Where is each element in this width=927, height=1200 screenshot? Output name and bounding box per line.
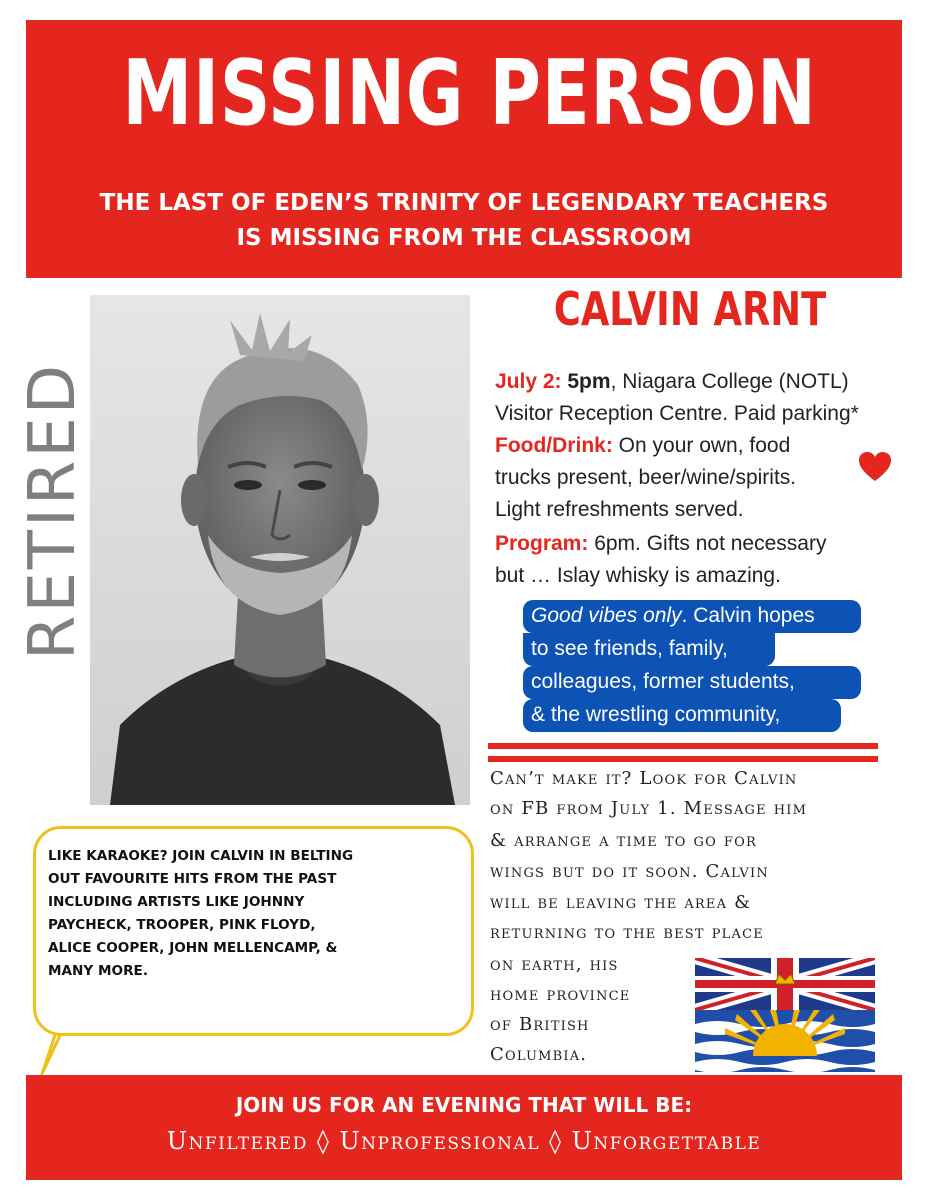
retired-label: RETIRED — [16, 361, 90, 660]
vibes-line-4: & the wrestling community, — [523, 699, 841, 732]
location-line-2: Visitor Reception Centre. Paid parking* — [495, 402, 859, 425]
date-line — [495, 370, 849, 394]
date-label: July 2: — [495, 370, 562, 393]
divider-stripe-bottom — [488, 756, 878, 762]
portrait-photo — [90, 295, 470, 805]
karaoke-line-5: ALICE COOPER, JOHN MELLENCAMP, & — [48, 940, 338, 956]
cant-make-it-line-1: Can’t make it? Look for Calvin — [490, 768, 798, 789]
footer-heading: JOIN US FOR AN EVENING THAT WILL BE: — [235, 1093, 693, 1117]
program-label: Program: — [495, 532, 589, 555]
cant-make-it-line-4: wings but do it soon. Calvin — [490, 861, 769, 882]
karaoke-line-1: LIKE KARAOKE? JOIN CALVIN IN BELTING — [48, 848, 354, 864]
divider-stripe-top — [488, 743, 878, 749]
program-text-1: 6pm. Gifts not necessary — [588, 532, 827, 555]
karaoke-line-2: OUT FAVOURITE HITS FROM THE PAST — [48, 871, 337, 887]
cant-make-it-line-10: Columbia. — [490, 1044, 588, 1065]
food-label: Food/Drink: — [495, 434, 613, 457]
food-line-1 — [495, 434, 790, 458]
vibes-line-3: colleagues, former students, — [523, 666, 861, 699]
poster-title: MISSING PERSON — [122, 41, 817, 146]
cant-make-it-line-9: of British — [490, 1014, 590, 1035]
vibes-line-1-text: . Calvin hopes — [681, 604, 815, 627]
british-columbia-flag-icon — [695, 958, 875, 1072]
food-line-2: trucks present, beer/wine/spirits. — [495, 466, 797, 489]
cant-make-it-line-3: & arrange a time to go for — [490, 830, 757, 851]
header-banner — [26, 20, 902, 278]
karaoke-line-4: PAYCHECK, TROOPER, PINK FLOYD, — [48, 917, 316, 933]
cant-make-it-line-8: home province — [490, 984, 631, 1005]
vibes-line-1 — [523, 600, 861, 633]
program-line-2: but … Islay whisky is amazing. — [495, 564, 781, 587]
footer-banner — [26, 1075, 902, 1180]
subtitle-line-1: THE LAST OF EDEN’S TRINITY OF LEGENDARY TEACHERS — [99, 190, 829, 216]
karaoke-line-6: MANY MORE. — [48, 963, 149, 979]
subtitle-line-2: IS MISSING FROM THE CLASSROOM — [236, 225, 692, 251]
person-name: CALVIN ARNT — [553, 282, 827, 336]
cant-make-it-line-5: will be leaving the area & — [490, 892, 752, 913]
heart-icon — [858, 451, 892, 483]
event-time: 5pm — [567, 370, 611, 393]
cant-make-it-line-2: on FB from July 1. Message him — [490, 798, 808, 819]
vibes-line-2: to see friends, family, — [523, 633, 775, 666]
cant-make-it-line-7: on earth, his — [490, 954, 619, 975]
karaoke-line-3: INCLUDING ARTISTS LIKE JOHNNY — [48, 894, 305, 910]
food-text-1: On your own, food — [612, 434, 791, 457]
food-line-3: Light refreshments served. — [495, 498, 744, 521]
program-line-1 — [495, 532, 826, 556]
cant-make-it-line-6: returning to the best place — [490, 922, 764, 943]
location-line-1: , Niagara College (NOTL) — [610, 370, 849, 393]
footer-tagline: Unfiltered ◊ Unprofessional ◊ Unforgettable — [166, 1127, 762, 1155]
vibes-italic: Good vibes only — [531, 604, 682, 627]
